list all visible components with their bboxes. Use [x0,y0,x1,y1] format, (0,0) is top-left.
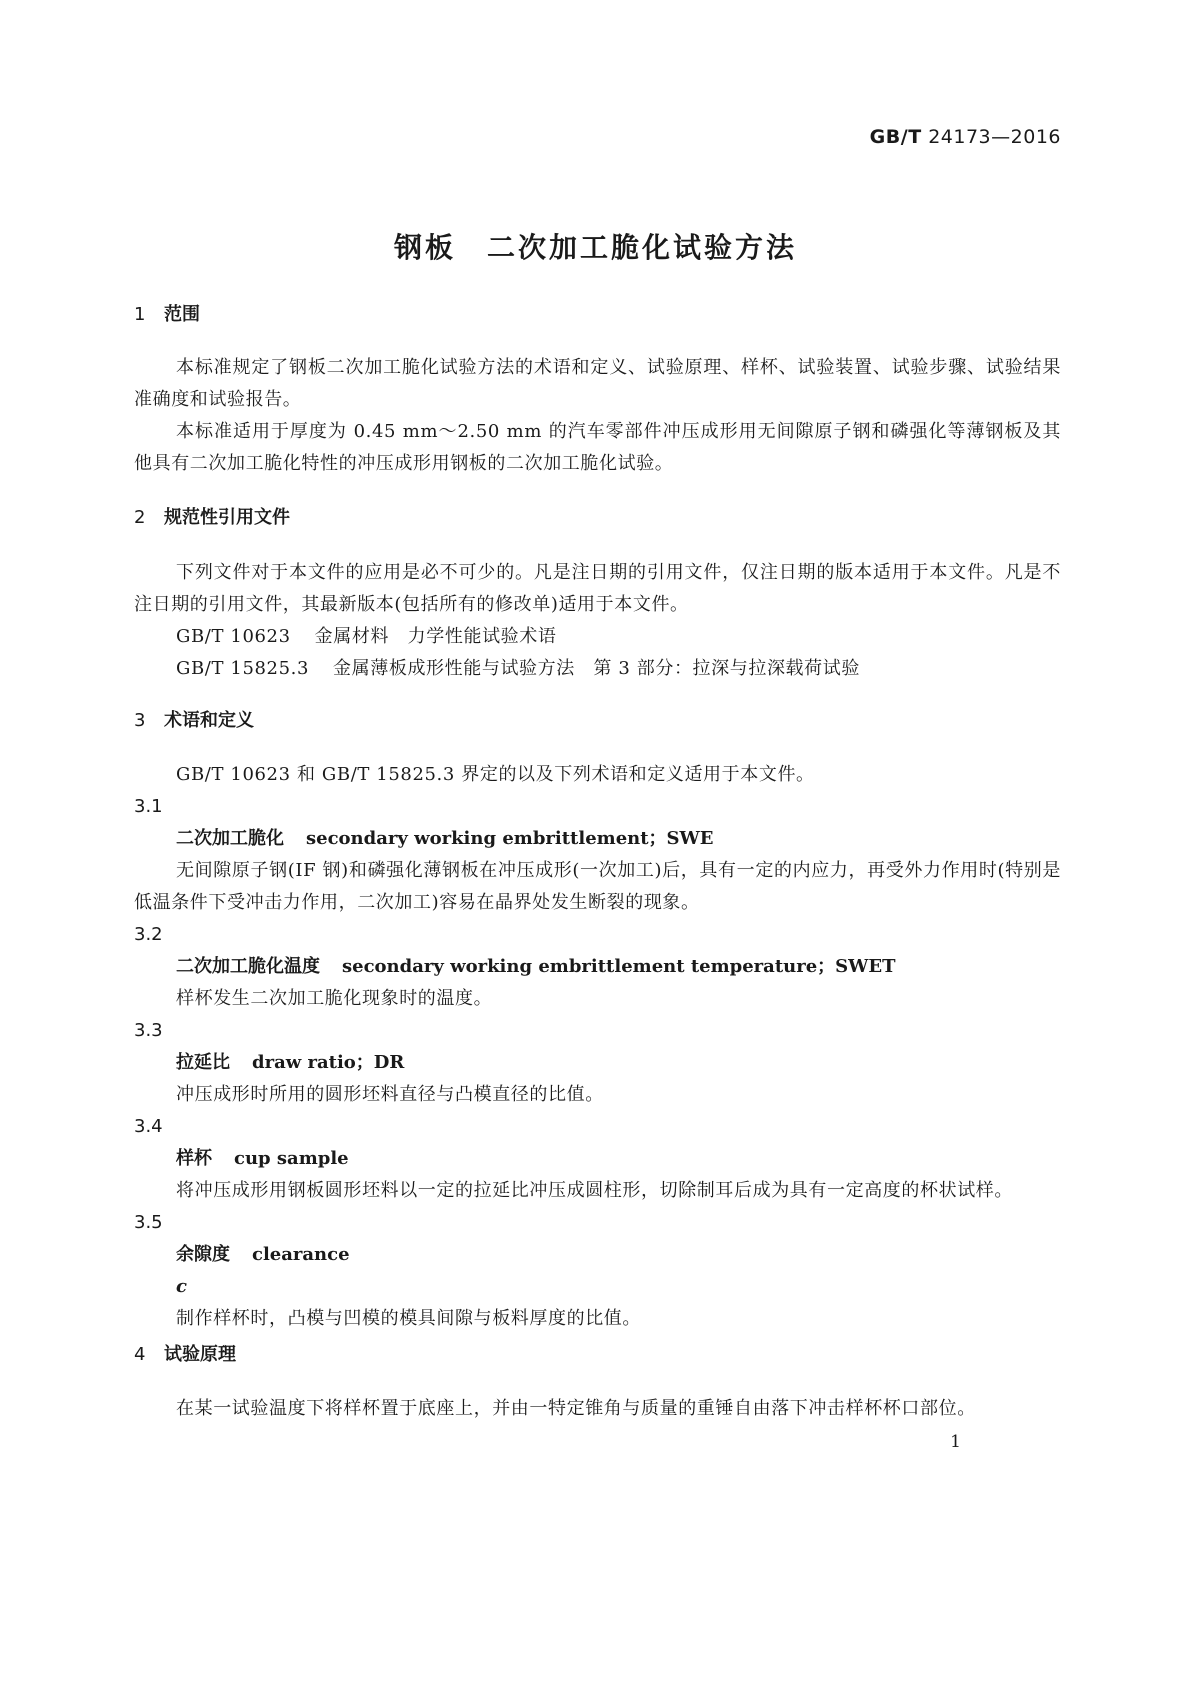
section-1-body [134,352,1061,480]
term-entry [134,1047,1061,1079]
paragraph: 在某一试验温度下将样杯置于底座上，并由一特定锥角与质量的重锤自由落下冲击样杯杯口部位。 [176,1398,976,1419]
section-title: 规范性引用文件 [164,507,290,528]
reference-code: GB/T 15825.3 [176,658,310,679]
clause-number: 3.2 [134,924,163,945]
paragraph: 本标准适用于厚度为 0.45 mm～2.50 mm 的汽车零部件冲压成形用无间隙原子钢和磷强化等薄钢板及其他具有二次加工脆化特性的冲压成形用钢板的二次加工脆化试验。 [134,421,1061,474]
section-number: 3 [134,710,146,731]
section-number: 4 [134,1344,146,1365]
term-definition: 样杯发生二次加工脆化现象时的温度。 [176,988,493,1009]
reference-code: GB/T 10623 [176,626,291,647]
term-definition: 制作样杯时，凸模与凹模的模具间隙与板料厚度的比值。 [176,1308,641,1329]
clause-number: 3.5 [134,1212,163,1233]
term-entry [134,1239,1061,1271]
section-4-body [134,1393,1061,1425]
section-1-heading [134,300,1061,326]
term-entry [134,823,1061,855]
term-en: clearance [252,1244,350,1265]
reference-title: 金属薄板成形性能与试验方法 第 3 部分：拉深与拉深载荷试验 [333,658,860,679]
section-title: 试验原理 [164,1344,236,1365]
reference-item [134,653,1061,685]
term-en: cup sample [234,1148,349,1169]
term-zh: 二次加工脆化 [176,828,284,849]
section-2-body [134,557,1061,685]
paragraph: 本标准规定了钢板二次加工脆化试验方法的术语和定义、试验原理、样杯、试验装置、试验步骤、试验结果准确度和试验报告。 [134,357,1061,410]
reference-title: 金属材料 力学性能试验术语 [314,626,557,647]
standard-number: 24173—2016 [928,126,1061,148]
section-2-heading [134,503,1061,529]
term-en: secondary working embrittlement temperature；SWET [342,956,896,977]
section-title: 范围 [164,304,200,325]
section-3-heading [134,706,1061,732]
term-zh: 样杯 [176,1148,212,1169]
section-title: 术语和定义 [164,710,254,731]
term-zh: 拉延比 [176,1052,230,1073]
term-symbol: c [176,1276,187,1297]
standard-code [870,126,1061,148]
reference-item [134,621,1061,653]
page-number: 1 [950,1432,961,1452]
clause-number: 3.3 [134,1020,163,1041]
paragraph: 下列文件对于本文件的应用是必不可少的。凡是注日期的引用文件，仅注日期的版本适用于本文件。凡是不注日期的引用文件，其最新版本(包括所有的修改单)适用于本文件。 [134,562,1061,615]
term-zh: 二次加工脆化温度 [176,956,320,977]
section-3-body [134,759,1061,1335]
paragraph: GB/T 10623 和 GB/T 15825.3 界定的以及下列术语和定义适用于本文件。 [176,764,815,785]
term-definition: 无间隙原子钢(IF 钢)和磷强化薄钢板在冲压成形(一次加工)后，具有一定的内应力，再受外力作用时(特别是低温条件下受冲击力作用，二次加工)容易在晶界处发生断裂的现象。 [134,860,1061,913]
clause-number: 3.4 [134,1116,163,1137]
term-entry [134,951,1061,983]
standard-prefix: GB/T [869,126,922,148]
term-entry [134,1143,1061,1175]
term-definition: 冲压成形时所用的圆形坯料直径与凸模直径的比值。 [176,1084,604,1105]
term-definition: 将冲压成形用钢板圆形坯料以一定的拉延比冲压成圆柱形，切除制耳后成为具有一定高度的杯状试样。 [176,1180,1013,1201]
term-zh: 余隙度 [176,1244,230,1265]
document-title: 钢板 二次加工脆化试验方法 [393,231,797,264]
section-number: 1 [134,304,146,325]
section-4-heading [134,1340,1061,1366]
section-number: 2 [134,507,146,528]
term-en: draw ratio；DR [252,1052,405,1073]
clause-number: 3.1 [134,796,163,817]
term-en: secondary working embrittlement；SWE [306,828,714,849]
